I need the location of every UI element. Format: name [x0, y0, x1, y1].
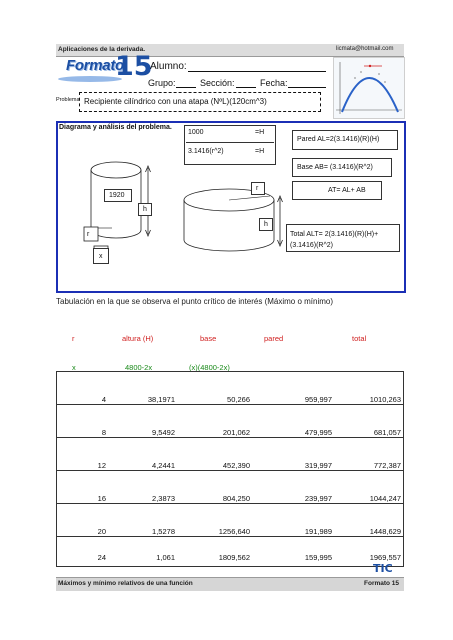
grupo-line[interactable] — [176, 87, 196, 88]
header-title: Aplicaciones de la derivada. — [58, 46, 146, 53]
table-cell: 38,1971 — [147, 395, 175, 404]
header-email: licmata@hotmail.com — [336, 46, 394, 52]
table-cell: 24 — [97, 553, 106, 562]
table-cell: 8 — [101, 428, 106, 437]
footer-left-text: Máximos y mínimo relativos de una función — [58, 580, 193, 587]
cylinder-diagram — [56, 150, 296, 280]
table-cell: 159,995 — [304, 553, 332, 562]
table-rule — [56, 404, 404, 405]
table-cell: 4 — [101, 395, 106, 404]
seccion-line[interactable] — [236, 87, 256, 88]
table-cell: 50,266 — [227, 395, 250, 404]
label-h1: h — [143, 206, 147, 213]
footer-right-text: Formato 15 — [364, 580, 400, 587]
col-header-base: base — [200, 334, 217, 343]
fecha-label: Fecha: — [260, 78, 288, 88]
table-cell: 1010,263 — [369, 395, 401, 404]
problem-text: Recipiente cilíndrico con una atapa (NºL)(120cm^3) — [84, 97, 267, 106]
table-rule — [56, 503, 404, 504]
pared-formula: Pared AL=2(3.1416)(R)(H) — [297, 136, 380, 143]
subheader-altura-formula: 4800-2x — [125, 363, 153, 372]
table-cell: 319,997 — [304, 461, 332, 470]
header-graph — [333, 57, 405, 119]
table-cell: 452,390 — [222, 461, 250, 470]
eq-top-left: 1000 — [188, 129, 204, 136]
at-formula: AT= AL+ AB — [328, 187, 366, 194]
eq-top-right: =H — [255, 129, 265, 136]
table-cell: 2,3873 — [152, 494, 175, 503]
table-cell: 1,5278 — [152, 527, 175, 536]
table-rule — [56, 437, 404, 438]
table-cell: 959,997 — [304, 395, 332, 404]
label-x: x — [99, 253, 103, 260]
table-cell: 191,989 — [304, 527, 332, 536]
table-cell: 479,995 — [304, 428, 332, 437]
subheader-x: x — [72, 363, 76, 372]
col-header-pared: pared — [264, 334, 284, 343]
parabola-icon — [334, 58, 404, 118]
label-h2: h — [264, 221, 268, 228]
label-r2: r — [256, 185, 259, 192]
total-formula: Total ALT= 2(3.1416)(R)(H)+ (3.1416)(R^2) — [290, 231, 379, 249]
label-1920: 1920 — [109, 192, 125, 199]
table-rule — [56, 536, 404, 537]
table-cell: 201,062 — [222, 428, 250, 437]
alumno-label: Alumno: — [150, 61, 187, 72]
footer-logo: TIC — [373, 562, 393, 575]
grupo-label: Grupo: — [148, 78, 176, 88]
table-cell: 1044,247 — [369, 494, 401, 503]
base-formula: Base AB= (3.1416)(R^2) — [297, 164, 373, 171]
subheader-base-formula: (x)(4800-2x) — [189, 363, 230, 372]
table-cell: 1809,562 — [218, 553, 250, 562]
table-cell: 1448,629 — [369, 527, 401, 536]
table-cell: 20 — [97, 527, 106, 536]
table-cell: 239,997 — [304, 494, 332, 503]
col-header-total: total — [352, 334, 367, 343]
seccion-label: Sección: — [200, 78, 235, 88]
table-cell: 1256,640 — [218, 527, 250, 536]
table-rule — [56, 470, 404, 471]
diagram-title: Diagrama y análisis del problema. — [59, 124, 172, 131]
problem-label: Problema — [56, 97, 80, 103]
logo-number: 15 — [115, 51, 153, 82]
table-cell: 16 — [97, 494, 106, 503]
eq-bottom-left: 3.1416(r^2) — [188, 148, 224, 155]
table-cell: 12 — [97, 461, 106, 470]
table-cell: 4,2441 — [152, 461, 175, 470]
table-cell: 681,057 — [373, 428, 401, 437]
eq-fraction-line — [186, 142, 274, 143]
alumno-line[interactable] — [188, 71, 326, 72]
col-header-r: r — [72, 334, 75, 343]
eq-bottom-right: =H — [255, 148, 265, 155]
logo-swoosh — [58, 76, 122, 82]
fecha-line[interactable] — [288, 87, 326, 88]
table-cell: 1,061 — [156, 553, 175, 562]
col-header-altura: altura (H) — [122, 334, 154, 343]
table-cell: 1969,557 — [369, 553, 401, 562]
logo-word: Formato — [66, 57, 124, 74]
table-section-title: Tabulación en la que se observa el punto crítico de interés (Máximo o mínimo) — [56, 297, 334, 306]
label-r1: r — [87, 231, 90, 238]
table-cell: 9,5492 — [152, 428, 175, 437]
table-cell: 772,387 — [373, 461, 401, 470]
table-cell: 804,250 — [222, 494, 250, 503]
